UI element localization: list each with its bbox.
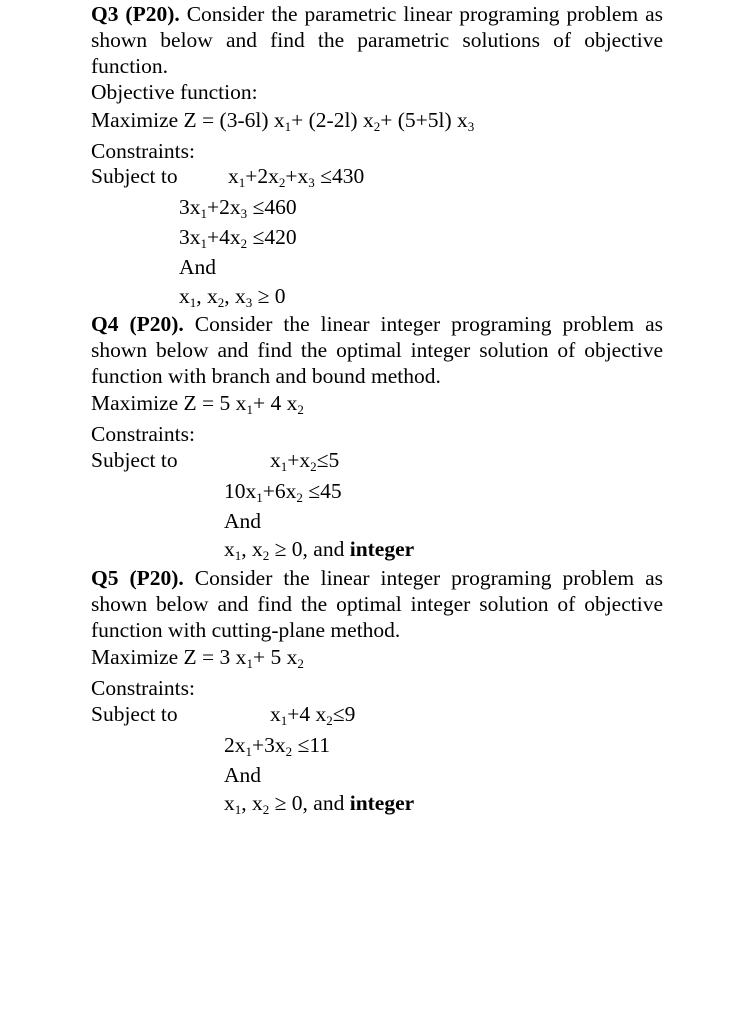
q4-and: And — [224, 509, 262, 533]
q4-constraints-label: Constraints: — [91, 422, 195, 446]
q5-label: Q5 (P20). — [91, 566, 184, 590]
q5-integer-keyword: integer — [349, 791, 415, 815]
q3-constraints-label: Constraints: — [91, 139, 195, 163]
q5-intro: Consider the linear integer programing problem as shown below and find the optimal integer solution of objective function with cutting-plane method. — [91, 566, 663, 642]
q5-objective: Maximize Z = 3 $x_1+ 5$ $x_2$ — [91, 645, 304, 671]
q3-constraint-2: $3x_1+2x_3 \le 460$ — [179, 195, 297, 221]
q4-objective: Maximize Z = 5 $x_1+ 4$ $x_2$ — [91, 391, 304, 417]
q4-constraint-1: $x_1+x_2\le 5$ — [270, 448, 340, 474]
q4-integer-keyword: integer — [349, 537, 415, 561]
q5-constraints-label: Constraints: — [91, 676, 195, 700]
q3-constraint-3: $3x_1+4x_2 \le 420$ — [179, 225, 297, 251]
q5-nonnegativity: $x_1$, $x_2 \ge 0$, and integer — [224, 791, 415, 817]
q3-statement — [91, 1, 663, 79]
q4-statement — [91, 311, 663, 389]
q5-constraint-1: $x_1+4$ $x_2\le 9$ — [270, 702, 356, 728]
q3-constraint-1: $x_1+2x_2+x_3 \le 430$ — [228, 164, 365, 190]
q3-objective: Maximize Z = (3-6l) $x_1+ (2-2l)$ $x_2+ (5+5l)$ $x_3$ — [91, 108, 475, 134]
q3-nonnegativity: $x_1$, $x_2$, $x_3 \ge 0$ — [179, 284, 286, 310]
q3-objective-heading: Objective function: — [91, 80, 258, 104]
q3-subject-to: Subject to — [91, 164, 178, 188]
q4-label: Q4 (P20). — [91, 312, 184, 336]
q4-subject-to: Subject to — [91, 448, 178, 472]
q5-statement — [91, 565, 663, 643]
q3-and: And — [179, 255, 217, 279]
q5-subject-to: Subject to — [91, 702, 178, 726]
q4-constraint-2: $10x_1+6x_2 \le 45$ — [224, 479, 342, 505]
q4-intro: Consider the linear integer programing problem as shown below and find the optimal integer solution of objective function with branch and bound method. — [91, 312, 663, 388]
q5-constraint-2: $2x_1+3x_2 \le 11$ — [224, 733, 331, 759]
q4-nonnegativity: $x_1$, $x_2 \ge 0$, and integer — [224, 537, 415, 563]
q3-label: Q3 (P20). — [91, 2, 180, 26]
q5-and: And — [224, 763, 262, 787]
q3-intro: Consider the parametric linear programing problem as shown below and find the parametric solutions of objective function. — [91, 2, 663, 78]
